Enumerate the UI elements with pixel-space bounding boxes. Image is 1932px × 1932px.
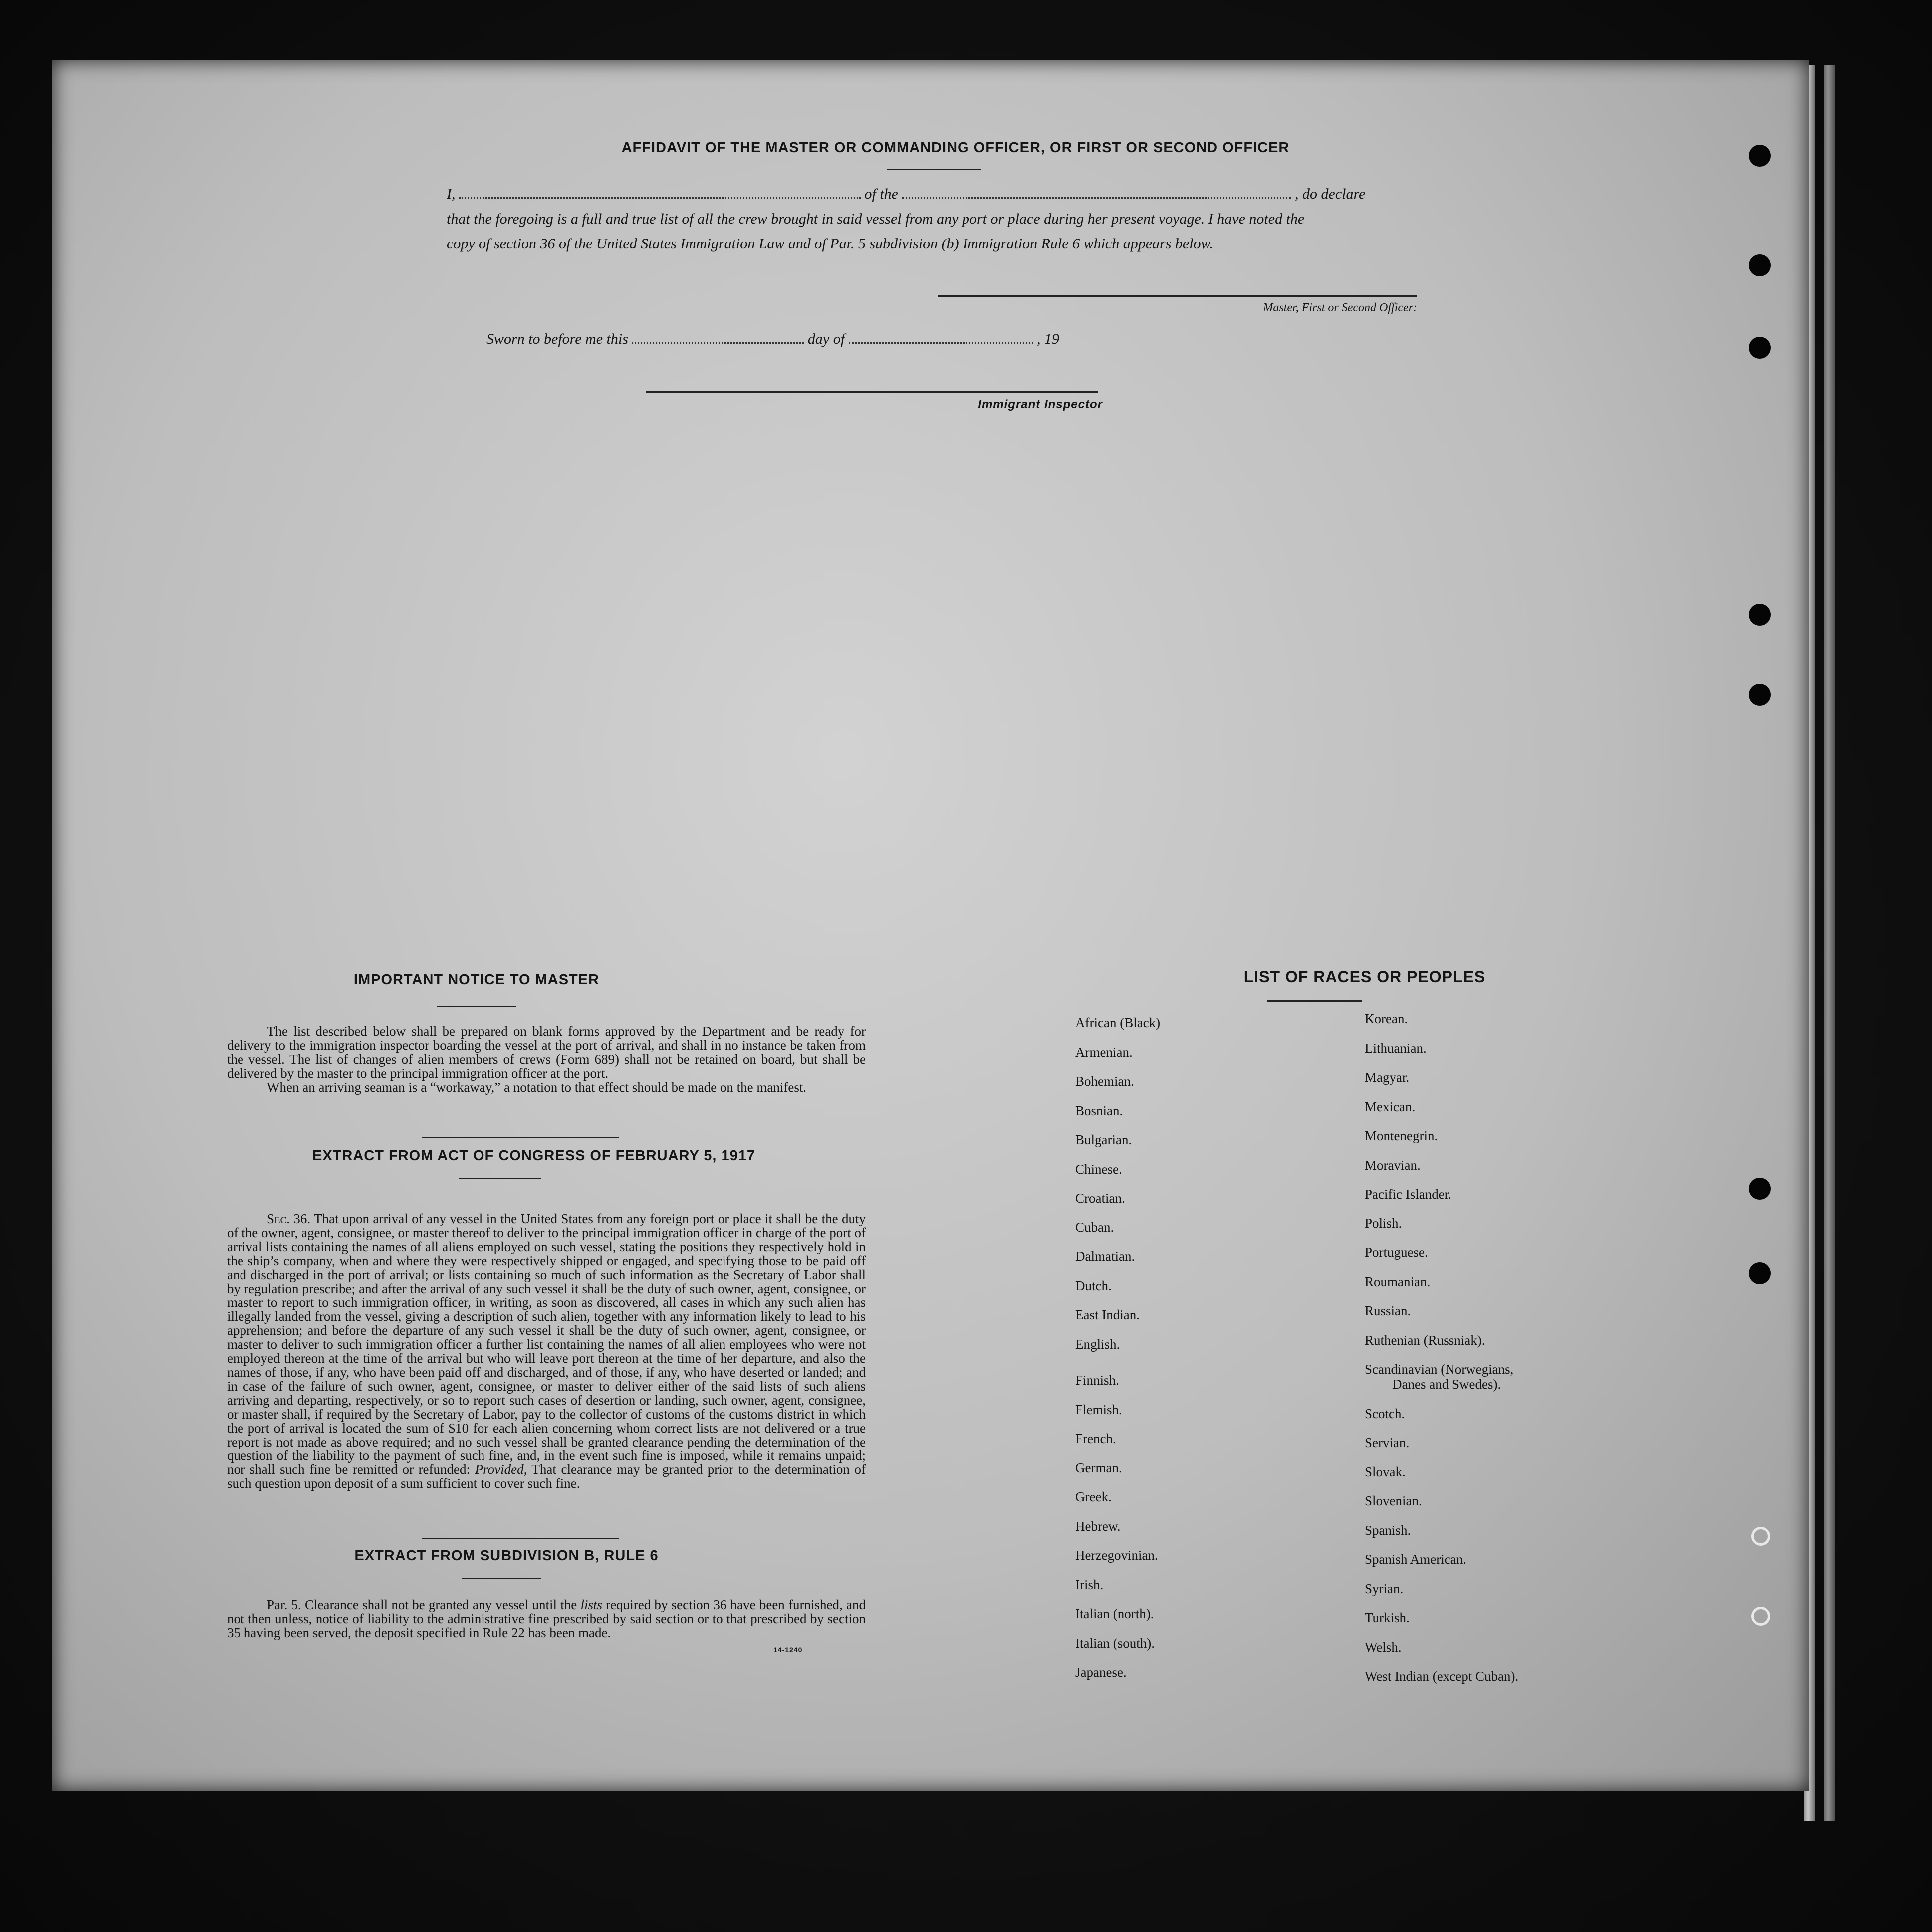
affidavit-vessel-prefix: of the [864,186,898,202]
punch-hole [1749,1262,1771,1284]
race-item: Montenegrin. [1365,1128,1438,1143]
par-5-body-end: required by section 36 have been furnished, and not then unless, notice of liability to the administrative fine prescribed by said section or to that prescribed by section 35 having been served, the deposit specified in Rule 22 has been made. [227,1597,866,1640]
section-divider [422,1538,619,1539]
race-item: Spanish American. [1365,1552,1466,1567]
race-item: Lithuanian. [1365,1040,1427,1056]
page-edge [1824,65,1835,1821]
race-item: West Indian (except Cuban). [1365,1669,1519,1684]
races-title: LIST OF RACES OR PEOPLES [1243,968,1486,986]
race-item: Chinese. [1075,1161,1122,1177]
master-signature-caption: Master, First or Second Officer: [1263,301,1417,314]
punch-hole [1749,254,1771,276]
race-item: Ruthenian (Russniak). [1365,1332,1485,1348]
form-number: 14-1240 [773,1646,803,1654]
race-item: Russian. [1365,1303,1411,1318]
race-item: Servian. [1365,1435,1410,1450]
rule-extract-title: EXTRACT FROM SUBDIVISION B, RULE 6 [354,1548,659,1564]
race-item: Welsh. [1365,1639,1402,1655]
affidavit-declare-suffix: , do declare [1295,186,1366,202]
notice-body [227,1024,866,1094]
title-divider [887,169,981,170]
race-item: Portuguese. [1365,1245,1428,1260]
notice-paragraph-2: When an arriving seaman is a “workaway,” a notation to that effect should be made on the manifest. [267,1080,807,1095]
race-item: Dutch. [1075,1278,1112,1293]
sworn-line [486,331,1085,348]
race-item: African (Black) [1075,1015,1161,1030]
punch-hole [1751,1527,1770,1546]
inspector-signature-caption: Immigrant Inspector [978,398,1103,411]
race-item: French. [1075,1431,1116,1446]
section-36-body: That upon arrival of any vessel in the United States from any foreign port or place it shall be the duty of the owner, agent, consignee, or master thereof to deliver to the principal immigration officer in charge of the port of arrival lists containing the names of all aliens employed on such vessel, stating the positions they respectively hold in the ship’s company, when and where they were respectively shipped or engaged, and specifying those to be paid off and discharged in the port of arrival; or lists containing so much of such information as the Secretary of Labor shall by regulation prescribe; and after the arrival of any such vessel it shall be the duty of such owner, agent, consignee, or master to report to such immigration officer, in writing, as soon as discovered, all cases in which any such alien has illegally landed from the vessel, giving a description of such alien, together with any information likely to lead to his apprehension; and before the departure of any such vessel it shall be the duty of such owner, agent, consignee, or master to deliver to such immigration officer a further list containing the names of all alien employees who were not employed thereon at the time of the arrival but who will leave port thereon at the time of her departure, and also the names of those, if any, who have been paid off and discharged, and of those, if any, who have deserted or landed; and in case of the failure of such owner, agent, consignee, or master to deliver either of the said lists of such aliens arriving and departing, respectively, or so to report such cases of desertion or landing, such owner, agent, consignee, or master shall, if required by the Secretary of Labor, pay to the collector of customs of the customs district in which the port of arrival is located the sum of $10 for each alien concerning whom correct lists are not delivered or a true report is not made as above required; and no such vessel shall be granted clearance pending the determination of the question of the liability to the payment of such fine, and, in the event such fine is imposed, while it remains unpaid; nor shall such fine be remitted or refunded: [227,1211,866,1477]
section-divider [422,1137,619,1138]
section-36-label: Sec. 36. [267,1211,311,1226]
race-item: Croatian. [1075,1191,1125,1206]
document-page [52,60,1809,1791]
inspector-signature-line[interactable] [646,391,1098,393]
punch-hole [1751,1607,1770,1626]
race-item: Herzegovinian. [1075,1548,1158,1563]
race-item: Magyar. [1365,1070,1410,1085]
section-36-body-end: That clearance may be granted prior to the determination of such question upon deposit of a sum sufficient to cover such fine. [227,1462,866,1491]
act-extract-title: EXTRACT FROM ACT OF CONGRESS OF FEBRUARY 5, 1917 [312,1148,756,1164]
race-item: Bulgarian. [1075,1132,1132,1147]
sworn-month-prefix: day of [807,331,845,347]
punch-hole [1749,145,1771,167]
punch-hole [1749,604,1771,626]
race-item: Pacific Islander. [1365,1187,1451,1202]
race-item: Polish. [1365,1215,1402,1231]
race-item: Greek. [1075,1489,1112,1504]
punch-hole [1749,337,1771,359]
race-item: Italian (north). [1075,1606,1154,1621]
race-item: Scandinavian (Norwegians, [1365,1362,1514,1377]
notice-divider [437,1006,516,1007]
notice-title: IMPORTANT NOTICE TO MASTER [353,972,600,988]
race-item: Dalmatian. [1075,1249,1135,1264]
race-item: German. [1075,1460,1122,1475]
affidavit-line-2: that the foregoing is a full and true list of all the crew brought in said vessel from any port or place during her present voyage. I have noted the [447,211,1305,227]
par-5-lists: lists [580,1597,602,1612]
race-item: Danes and Swedes). [1392,1377,1501,1392]
sworn-day-field[interactable] [632,332,804,344]
race-item: Italian (south). [1075,1635,1155,1651]
par-5-body: Par. 5. Clearance shall not be granted any vessel until the [267,1597,581,1612]
race-item: Cuban. [1075,1219,1114,1235]
race-item: Flemish. [1075,1402,1122,1417]
race-item: Irish. [1075,1577,1104,1592]
race-item: English. [1075,1336,1120,1352]
race-item: Moravian. [1365,1157,1421,1173]
races-divider [1267,1000,1362,1002]
sworn-prefix: Sworn to before me this [486,331,628,347]
punch-hole [1749,684,1771,706]
race-item: Bosnian. [1075,1103,1123,1118]
sworn-year-prefix: , 19 [1037,331,1060,347]
act-title-divider [459,1178,541,1179]
par-5-text [227,1598,866,1640]
race-item: Roumanian. [1365,1274,1431,1289]
section-36-text [227,1212,866,1491]
race-item: Slovak. [1365,1464,1406,1479]
sworn-month-field[interactable] [849,332,1033,344]
race-item: Scotch. [1365,1406,1405,1421]
race-item: Spanish. [1365,1522,1411,1538]
notice-paragraph-1: The list described below shall be prepared on blank forms approved by the Department and be ready for delivery to the immigration inspector boarding the vessel at the port of arrival, and shall in no instance be taken from the vessel. The list of changes of alien members of crews (Form 689) shall not be retained on board, but shall be delivered by the master to the principal immigration officer at the port. [227,1024,866,1081]
race-item: East Indian. [1075,1307,1140,1322]
race-item: Syrian. [1365,1581,1404,1596]
affidavit-title: AFFIDAVIT OF THE MASTER OR COMMANDING OFFICER, OR FIRST OR SECOND OFFICER [621,140,1290,156]
vessel-name-field[interactable] [902,187,1291,199]
affidavit-declarant-prefix: I, [447,186,456,202]
affidavit-line-3: copy of section 36 of the United States Immigration Law and of Par. 5 subdivision (b) Immigration Rule 6 which appears below. [447,236,1213,252]
race-item: Korean. [1365,1011,1408,1026]
punch-hole [1749,1178,1771,1200]
race-item: Bohemian. [1075,1074,1134,1089]
master-signature-line[interactable] [938,295,1417,297]
master-name-field[interactable] [459,187,861,199]
race-item: Armenian. [1075,1044,1133,1060]
race-item: Hebrew. [1075,1518,1121,1534]
race-item: Mexican. [1365,1099,1416,1114]
affidavit-line-1 [447,186,1395,203]
race-item: Slovenian. [1365,1493,1422,1508]
race-item: Turkish. [1365,1610,1410,1625]
race-item: Finnish. [1075,1373,1119,1388]
race-item: Japanese. [1075,1665,1127,1680]
section-36-provided: Provided, [475,1462,527,1477]
rule-title-divider [462,1578,541,1579]
